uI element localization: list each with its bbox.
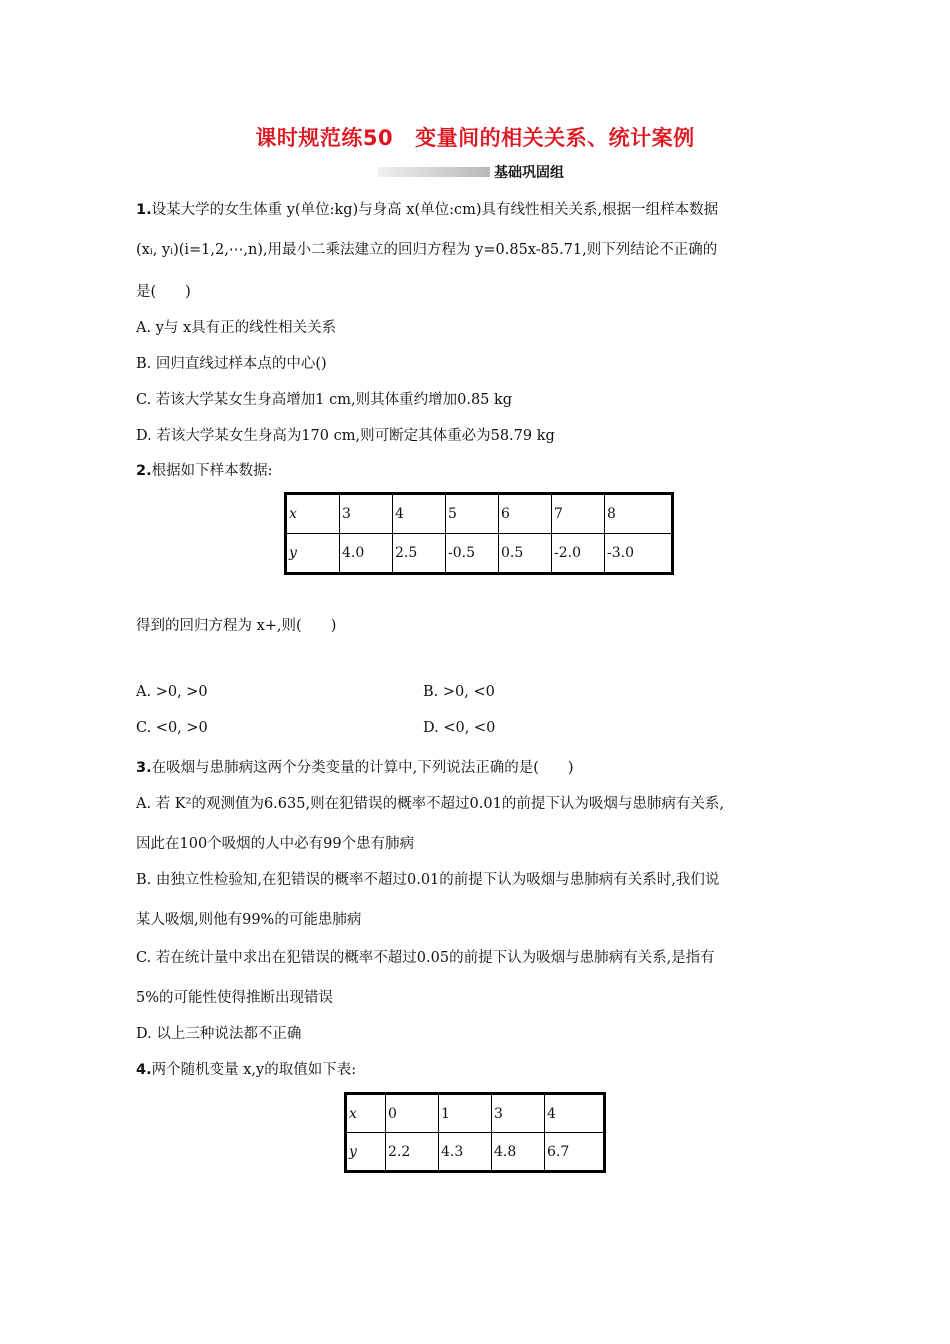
table-cell: 4.3 bbox=[439, 1133, 492, 1172]
table-cell: 2.2 bbox=[386, 1133, 439, 1172]
table-cell: y bbox=[346, 1133, 386, 1172]
q3-stem-line bbox=[136, 756, 574, 777]
section-header bbox=[378, 164, 564, 180]
table-cell: -2.0 bbox=[552, 534, 605, 574]
q3-line: A. 若 K²的观测值为6.635,则在犯错误的概率不超过0.01的前提下认为吸烟与患肺病有关系, bbox=[136, 796, 724, 812]
table-row bbox=[346, 1094, 605, 1133]
q2-stem: 根据如下样本数据: bbox=[151, 463, 273, 479]
q3-line: D. 以上三种说法都不正确 bbox=[136, 1026, 302, 1042]
table-cell: -3.0 bbox=[605, 534, 673, 574]
table-cell: 4 bbox=[545, 1094, 605, 1133]
table-cell: 6.7 bbox=[545, 1133, 605, 1172]
q4-data-table bbox=[344, 1092, 606, 1173]
table-cell: 3 bbox=[340, 494, 393, 534]
q3-stem: 在吸烟与患肺病这两个分类变量的计算中,下列说法正确的是( ) bbox=[151, 760, 574, 776]
q4-number: 4. bbox=[136, 1062, 152, 1078]
q1-option-d: D. 若该大学某女生身高为170 cm,则可断定其体重必为58.79 kg bbox=[136, 428, 555, 444]
table-cell: y bbox=[286, 534, 340, 574]
table-cell: x bbox=[286, 494, 340, 534]
q2-number: 2. bbox=[136, 463, 152, 479]
table-cell: 0.5 bbox=[499, 534, 552, 574]
table-cell: 7 bbox=[552, 494, 605, 534]
table-row bbox=[286, 494, 673, 534]
q1-line1 bbox=[136, 198, 718, 219]
table-cell: 0 bbox=[386, 1094, 439, 1133]
q1-option-a: A. y与 x具有正的线性相关关系 bbox=[136, 320, 337, 336]
q2-options-row1 bbox=[136, 684, 495, 700]
section-bar bbox=[378, 167, 490, 177]
table-cell: 2.5 bbox=[393, 534, 446, 574]
q2-option-a: A. >0, >0 bbox=[136, 684, 208, 700]
table-cell: 3 bbox=[492, 1094, 545, 1133]
table-row bbox=[346, 1133, 605, 1172]
title-part2: 变量间的相关关系、统计案例 bbox=[415, 126, 695, 150]
q4-stem: 两个随机变量 x,y的取值如下表: bbox=[151, 1062, 357, 1078]
q2-stem-line bbox=[136, 459, 273, 480]
q2-option-b: B. >0, <0 bbox=[423, 684, 495, 700]
q3-line: 5%的可能性使得推断出现错误 bbox=[136, 990, 334, 1006]
table-cell: 6 bbox=[499, 494, 552, 534]
q1-option-c: C. 若该大学某女生身高增加1 cm,则其体重约增加0.85 kg bbox=[136, 392, 513, 408]
table-cell: 8 bbox=[605, 494, 673, 534]
table-cell: 5 bbox=[446, 494, 499, 534]
table-cell: -0.5 bbox=[446, 534, 499, 574]
q3-number: 3. bbox=[136, 760, 152, 776]
page-title bbox=[0, 122, 950, 152]
table-cell: x bbox=[346, 1094, 386, 1133]
q3-line: B. 由独立性检验知,在犯错误的概率不超过0.01的前提下认为吸烟与患肺病有关系时,我们说 bbox=[136, 872, 720, 888]
q1-option-b: B. 回归直线过样本点的中心() bbox=[136, 356, 327, 372]
q1-number: 1. bbox=[136, 202, 152, 218]
table-cell: 1 bbox=[439, 1094, 492, 1133]
q1-text1: 设某大学的女生体重 y(单位:kg)与身高 x(单位:cm)具有线性相关关系,根据一组样本数据 bbox=[151, 202, 719, 218]
q3-line: 因此在100个吸烟的人中必有99个患有肺病 bbox=[136, 836, 415, 852]
q1-line2: (xᵢ, yᵢ)(i=1,2,⋯,n),用最小二乘法建立的回归方程为 y=0.85x-85.71,则下列结论不正确的 bbox=[136, 242, 718, 258]
q2-options-row2 bbox=[136, 720, 496, 736]
q3-line: 某人吸烟,则他有99%的可能患肺病 bbox=[136, 912, 362, 928]
section-label: 基础巩固组 bbox=[494, 165, 564, 181]
q4-stem-line bbox=[136, 1058, 356, 1079]
table-cell: 4.8 bbox=[492, 1133, 545, 1172]
table-cell: 4.0 bbox=[340, 534, 393, 574]
title-part1: 课时规范练50 bbox=[255, 126, 394, 150]
q2-option-d: D. <0, <0 bbox=[423, 720, 496, 736]
q1-line3: 是( ) bbox=[136, 284, 191, 300]
q2-after: 得到的回归方程为 x+,则( ) bbox=[136, 618, 337, 634]
q2-data-table bbox=[284, 492, 674, 575]
table-row bbox=[286, 534, 673, 574]
q2-option-c: C. <0, >0 bbox=[136, 720, 208, 736]
q3-line: C. 若在统计量中求出在犯错误的概率不超过0.05的前提下认为吸烟与患肺病有关系,是指有 bbox=[136, 950, 715, 966]
table-cell: 4 bbox=[393, 494, 446, 534]
